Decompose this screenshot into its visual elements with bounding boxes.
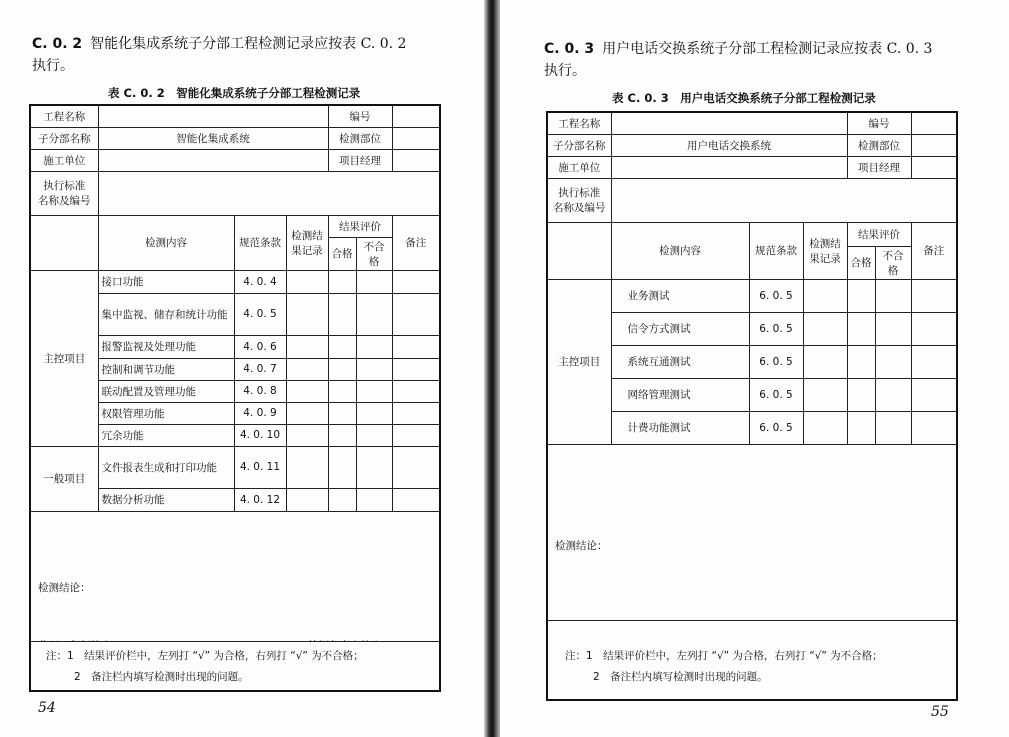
cell-pass[interactable] (328, 380, 356, 402)
item-clause: 6. 0. 5 (749, 411, 803, 444)
conclusion-block[interactable] (30, 511, 440, 641)
cell-pass[interactable] (328, 270, 356, 293)
cell-remark[interactable] (911, 378, 957, 411)
cell-remark[interactable] (392, 270, 440, 293)
cell-record[interactable] (286, 335, 328, 358)
group-header-blank (547, 222, 611, 279)
cell-remark[interactable] (911, 411, 957, 444)
field-construction-unit[interactable] (98, 149, 328, 171)
notes-block (547, 620, 957, 700)
cell-remark[interactable] (392, 380, 440, 402)
clause-number: C. 0. 2 (32, 36, 83, 52)
cell-fail[interactable] (356, 270, 392, 293)
item-clause: 4. 0. 8 (234, 380, 286, 402)
cell-remark[interactable] (911, 312, 957, 345)
cell-record[interactable] (286, 380, 328, 402)
cell-fail[interactable] (875, 411, 911, 444)
table-row (30, 270, 440, 293)
field-test-part[interactable] (392, 127, 440, 149)
cell-fail[interactable] (356, 293, 392, 335)
cell-record[interactable] (286, 446, 328, 488)
item-name: 计费功能测试 (611, 411, 749, 444)
cell-record[interactable] (286, 293, 328, 335)
right-page (500, 0, 1009, 737)
label-project-name: 工程名称 (547, 112, 611, 134)
cell-record[interactable] (803, 279, 847, 312)
col-evaluation: 结果评价 (328, 215, 392, 237)
field-test-part[interactable] (911, 134, 957, 156)
clause-number: C. 0. 3 (544, 41, 595, 57)
cell-pass[interactable] (847, 378, 875, 411)
cell-fail[interactable] (875, 345, 911, 378)
cell-remark[interactable] (392, 488, 440, 511)
item-clause: 4. 0. 5 (234, 293, 286, 335)
cell-pass[interactable] (328, 293, 356, 335)
label-standard: 执行标准 名称及编号 (30, 171, 98, 215)
field-standard[interactable] (611, 178, 957, 222)
item-name: 网络管理测试 (611, 378, 749, 411)
note-1: 注：1 结果评价栏中，左列打 “√” 为合格，右列打 “√” 为不合格； (46, 649, 364, 662)
item-name: 数据分析功能 (98, 488, 234, 511)
cell-pass[interactable] (847, 411, 875, 444)
col-remark: 备注 (392, 215, 440, 270)
cell-record[interactable] (286, 488, 328, 511)
table-title: 表 C. 0. 2 智能化集成系统子分部工程检测记录 (108, 86, 361, 100)
value-subdivision: 智能化集成系统 (98, 127, 328, 149)
label-number: 编号 (847, 112, 911, 134)
table-row (30, 446, 440, 488)
cell-pass[interactable] (847, 345, 875, 378)
field-number[interactable] (392, 105, 440, 127)
item-clause: 4. 0. 9 (234, 402, 286, 424)
cell-pass[interactable] (328, 446, 356, 488)
note-2: 2 备注栏内填写检测时出现的问题。 (74, 670, 249, 683)
item-clause: 6. 0. 5 (749, 378, 803, 411)
clause-heading (544, 38, 984, 82)
cell-pass[interactable] (847, 279, 875, 312)
cell-remark[interactable] (392, 402, 440, 424)
clause-text-cont: 执行。 (544, 63, 586, 79)
cell-fail[interactable] (875, 279, 911, 312)
item-name: 联动配置及管理功能 (98, 380, 234, 402)
label-standard: 执行标准 名称及编号 (547, 178, 611, 222)
item-name: 集中监视、储存和统计功能 (98, 293, 234, 335)
cell-remark[interactable] (392, 335, 440, 358)
item-clause: 4. 0. 11 (234, 446, 286, 488)
cell-record[interactable] (286, 358, 328, 380)
page-number: 55 (931, 704, 949, 720)
cell-remark[interactable] (392, 424, 440, 446)
group-main: 主控项目 (547, 279, 611, 444)
item-clause: 4. 0. 4 (234, 270, 286, 293)
note-2: 2 备注栏内填写检测时出现的问题。 (593, 670, 768, 683)
cell-pass[interactable] (328, 488, 356, 511)
left-page (0, 0, 484, 737)
field-project-manager[interactable] (911, 156, 957, 178)
cell-remark[interactable] (392, 446, 440, 488)
item-clause: 6. 0. 5 (749, 279, 803, 312)
cell-record[interactable] (286, 402, 328, 424)
label-construction-unit: 施工单位 (547, 156, 611, 178)
col-evaluation: 结果评价 (847, 222, 911, 246)
label-project-name: 工程名称 (30, 105, 98, 127)
cell-pass[interactable] (328, 358, 356, 380)
label-construction-unit: 施工单位 (30, 149, 98, 171)
table-row (547, 279, 957, 312)
label-test-part: 检测部位 (328, 127, 392, 149)
item-clause: 4. 0. 7 (234, 358, 286, 380)
col-record: 检测结 果记录 (803, 222, 847, 279)
field-number[interactable] (911, 112, 957, 134)
cell-remark[interactable] (911, 345, 957, 378)
cell-fail[interactable] (875, 312, 911, 345)
group-header-blank (30, 215, 98, 270)
item-name: 权限管理功能 (98, 402, 234, 424)
value-subdivision: 用户电话交换系统 (611, 134, 847, 156)
cell-fail[interactable] (356, 446, 392, 488)
cell-record[interactable] (803, 312, 847, 345)
clause-text: 用户电话交换系统子分部工程检测记录应按表 C. 0. 3 (602, 41, 933, 57)
cell-fail[interactable] (875, 378, 911, 411)
label-project-manager: 项目经理 (847, 156, 911, 178)
cell-fail[interactable] (356, 380, 392, 402)
item-clause: 4. 0. 10 (234, 424, 286, 446)
clause-text: 智能化集成系统子分部工程检测记录应按表 C. 0. 2 (90, 36, 407, 52)
col-content: 检测内容 (98, 215, 234, 270)
inspection-record-table (546, 111, 958, 701)
page-number: 54 (38, 700, 56, 716)
col-pass: 合格 (328, 237, 356, 270)
cell-fail[interactable] (356, 488, 392, 511)
item-name: 信令方式测试 (611, 312, 749, 345)
cell-record[interactable] (803, 345, 847, 378)
clause-heading (32, 33, 472, 77)
inspection-record-table (29, 104, 441, 692)
cell-fail[interactable] (356, 402, 392, 424)
field-project-name[interactable] (98, 105, 328, 127)
item-name: 控制和调节功能 (98, 358, 234, 380)
item-name: 冗余功能 (98, 424, 234, 446)
field-project-manager[interactable] (392, 149, 440, 171)
col-content: 检测内容 (611, 222, 749, 279)
item-clause: 6. 0. 5 (749, 312, 803, 345)
field-project-name[interactable] (611, 112, 847, 134)
cell-pass[interactable] (328, 424, 356, 446)
label-test-part: 检测部位 (847, 134, 911, 156)
conclusion-block[interactable] (547, 444, 957, 620)
cell-record[interactable] (803, 378, 847, 411)
group-main: 主控项目 (30, 270, 98, 446)
cell-fail[interactable] (356, 424, 392, 446)
col-clause: 规范条款 (234, 215, 286, 270)
item-name: 报警监视及处理功能 (98, 335, 234, 358)
cell-pass[interactable] (847, 312, 875, 345)
field-standard[interactable] (98, 171, 440, 215)
label-subdivision: 子分部名称 (30, 127, 98, 149)
cell-remark[interactable] (911, 279, 957, 312)
item-clause: 4. 0. 12 (234, 488, 286, 511)
cell-pass[interactable] (328, 402, 356, 424)
col-pass: 合格 (847, 246, 875, 279)
item-name: 业务测试 (611, 279, 749, 312)
field-construction-unit[interactable] (611, 156, 847, 178)
label-number: 编号 (328, 105, 392, 127)
cell-remark[interactable] (392, 358, 440, 380)
label-project-manager: 项目经理 (328, 149, 392, 171)
conclusion-label: 检测结论： (38, 582, 91, 594)
item-name: 接口功能 (98, 270, 234, 293)
item-clause: 6. 0. 5 (749, 345, 803, 378)
col-remark: 备注 (911, 222, 957, 279)
table-title: 表 C. 0. 3 用户电话交换系统子分部工程检测记录 (612, 91, 876, 105)
col-fail: 不合格 (875, 246, 911, 279)
group-general: 一般项目 (30, 446, 98, 511)
item-name: 文件报表生成和打印功能 (98, 446, 234, 488)
book-spine (484, 0, 500, 737)
cell-remark[interactable] (392, 293, 440, 335)
cell-record[interactable] (286, 270, 328, 293)
label-subdivision: 子分部名称 (547, 134, 611, 156)
note-1: 注：1 结果评价栏中，左列打 “√” 为合格，右列打 “√” 为不合格； (565, 649, 883, 662)
cell-fail[interactable] (356, 335, 392, 358)
item-name: 系统互通测试 (611, 345, 749, 378)
col-fail: 不合格 (356, 237, 392, 270)
cell-fail[interactable] (356, 358, 392, 380)
col-clause: 规范条款 (749, 222, 803, 279)
clause-text-cont: 执行。 (32, 58, 74, 74)
conclusion-label: 检测结论： (555, 540, 608, 552)
item-clause: 4. 0. 6 (234, 335, 286, 358)
cell-pass[interactable] (328, 335, 356, 358)
cell-record[interactable] (803, 411, 847, 444)
notes-block (30, 641, 440, 691)
col-record: 检测结 果记录 (286, 215, 328, 270)
cell-record[interactable] (286, 424, 328, 446)
